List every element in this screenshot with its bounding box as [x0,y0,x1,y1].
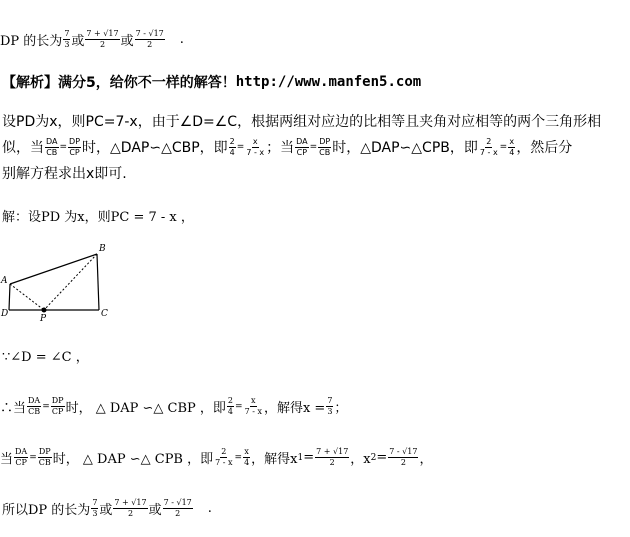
solution-text: 时， △ DAP ∽△ CPB ，即 [52,452,214,467]
analysis-bracket: 【解析】 [2,75,58,91]
numerator: 2 [221,447,227,456]
end-period: . [207,501,212,516]
numerator: DA [28,396,41,405]
equals: = [234,452,243,463]
fraction [315,448,349,467]
label-P: P [40,314,47,322]
denominator: 2 [127,509,134,518]
solution-text: 所以DP 的长为 [2,503,91,518]
equals: = [309,142,318,152]
numerator: 7 - √17 [163,498,192,507]
denominator: 2 [175,509,181,518]
subscript: 1 [297,452,304,463]
denominator: 3 [64,40,70,49]
denominator: 3 [92,509,98,518]
solution-case-1 [0,397,347,416]
denominator: 7 - x [215,458,233,467]
denominator: CB [28,407,41,416]
answer-text: DP 的长为 [0,34,63,49]
fraction [318,138,331,157]
denominator: 7 - x [244,407,262,416]
numerator: x [509,136,515,146]
fraction [479,138,499,157]
denominator: 4 [229,147,235,157]
solution-text: ，解得x = [263,401,326,416]
or-text: 或 [148,503,162,518]
denominator: 7 - x [246,147,265,157]
fraction [38,448,52,467]
equals: = [59,142,68,152]
end-period: . [179,32,184,47]
numerator: x [244,447,249,456]
numerator: 2 [486,136,492,146]
denominator: CP [69,147,80,157]
solution-text: ，x [350,452,371,467]
denominator: 2 [147,40,153,49]
fraction [135,30,165,49]
denominator: 2 [329,458,335,467]
denominator: CP [15,458,27,467]
denominator: 7 - x [479,147,498,157]
numerator: 7 + √17 [86,29,119,38]
fraction [244,397,263,416]
site-url[interactable]: http://www.manfen5.com [235,74,422,90]
analysis-slogan: 满分5，给你不一样的解答！ [58,75,236,91]
numerator: DA [296,136,308,146]
solution-text: ∵∠D = ∠C ， [2,350,89,365]
segment-AB [10,254,97,284]
analysis-header [2,72,421,92]
fraction [214,448,233,467]
point-P [42,308,47,313]
numerator: x [252,136,258,146]
fraction [14,448,28,467]
denominator: 4 [509,147,515,157]
numerator: DP [69,136,81,146]
numerator: DP [38,447,51,456]
fraction [68,138,81,157]
numerator: 7 [327,396,333,405]
subscript: 2 [370,452,377,463]
denominator: 4 [244,458,250,467]
fraction [51,397,65,416]
answer-line [0,30,184,49]
solution-text: ，解得x [251,452,298,467]
numerator: DA [15,447,28,456]
numerator: 7 - √17 [135,29,164,38]
para-text: ，然后分 [516,140,573,156]
geometry-figure [0,242,120,322]
para-text: 似，当 [2,140,44,156]
numerator: DP [51,396,64,405]
numerator: 7 [64,29,70,38]
denominator: 3 [327,407,333,416]
denominator: CB [319,147,331,157]
solution-text: ， [419,452,433,467]
numerator: 7 + √17 [114,498,147,507]
solution-text: = [303,450,315,465]
fraction [508,138,515,157]
solution-text: 当 [0,452,14,467]
denominator: CB [38,458,51,467]
denominator: CP [296,147,308,157]
solution-text: ； [334,401,348,416]
fraction [295,138,309,157]
solution-given [2,346,89,365]
analysis-para-line-2 [2,137,572,157]
solution-conclusion [2,499,212,518]
numerator: x [251,396,256,405]
label-A: A [1,276,8,286]
para-text: 时，△DAP∽△CPB，即 [332,140,478,156]
numerator: 2 [227,396,234,405]
fraction [113,499,147,518]
numerator: DP [319,136,331,146]
fraction [388,448,418,467]
fraction [229,138,236,157]
equals: = [236,142,245,152]
numerator: 7 [92,498,98,507]
equals: = [499,142,508,152]
fraction [45,138,59,157]
denominator: 4 [227,407,234,416]
fraction [85,30,119,49]
numerator: DA [46,136,58,146]
numerator: 2 [229,136,235,146]
or-text: 或 [120,34,134,49]
para-text: 设PD为x，则PC=7-x，由于∠D=∠C，根据两组对应边的比相等且夹角对应相等的两个三角形相 [2,114,602,130]
numerator: 7 - √17 [389,447,418,456]
equals: = [42,401,50,412]
fraction [245,138,265,157]
segment-AP [10,284,44,310]
para-text: 别解方程求出x即可. [2,166,127,182]
segment-BP [44,254,97,310]
solution-text: 时， △ DAP ∽△ CBP ，即 [65,401,226,416]
solution-case-2 [0,448,432,467]
solution-text: = [376,450,388,465]
fraction [243,448,250,467]
segment-BC [97,254,99,310]
fraction [227,397,234,416]
solution-intro [2,206,194,225]
solution-text: 解：设PD 为x，则PC = 7 - x ， [2,210,194,225]
analysis-para-line-3 [2,163,127,183]
label-D: D [1,309,9,319]
fraction [326,397,333,416]
label-C: C [101,309,108,319]
denominator: 2 [99,40,106,49]
fraction [63,30,70,49]
denominator: 2 [400,458,406,467]
fraction [163,499,193,518]
para-text: 时，△DAP∽△CBP，即 [82,140,228,156]
analysis-para-line-1 [2,111,601,131]
denominator: CB [46,147,58,157]
equals: = [235,401,243,412]
equals: = [29,452,37,463]
fraction [27,397,41,416]
label-B: B [99,244,106,254]
or-text: 或 [71,34,85,49]
para-text: ；当 [266,140,295,156]
numerator: 7 + √17 [316,447,349,456]
segment-AD [9,284,10,310]
fraction [91,499,98,518]
solution-text: ∴当 [0,401,27,416]
denominator: CP [51,407,64,416]
or-text: 或 [99,503,113,518]
